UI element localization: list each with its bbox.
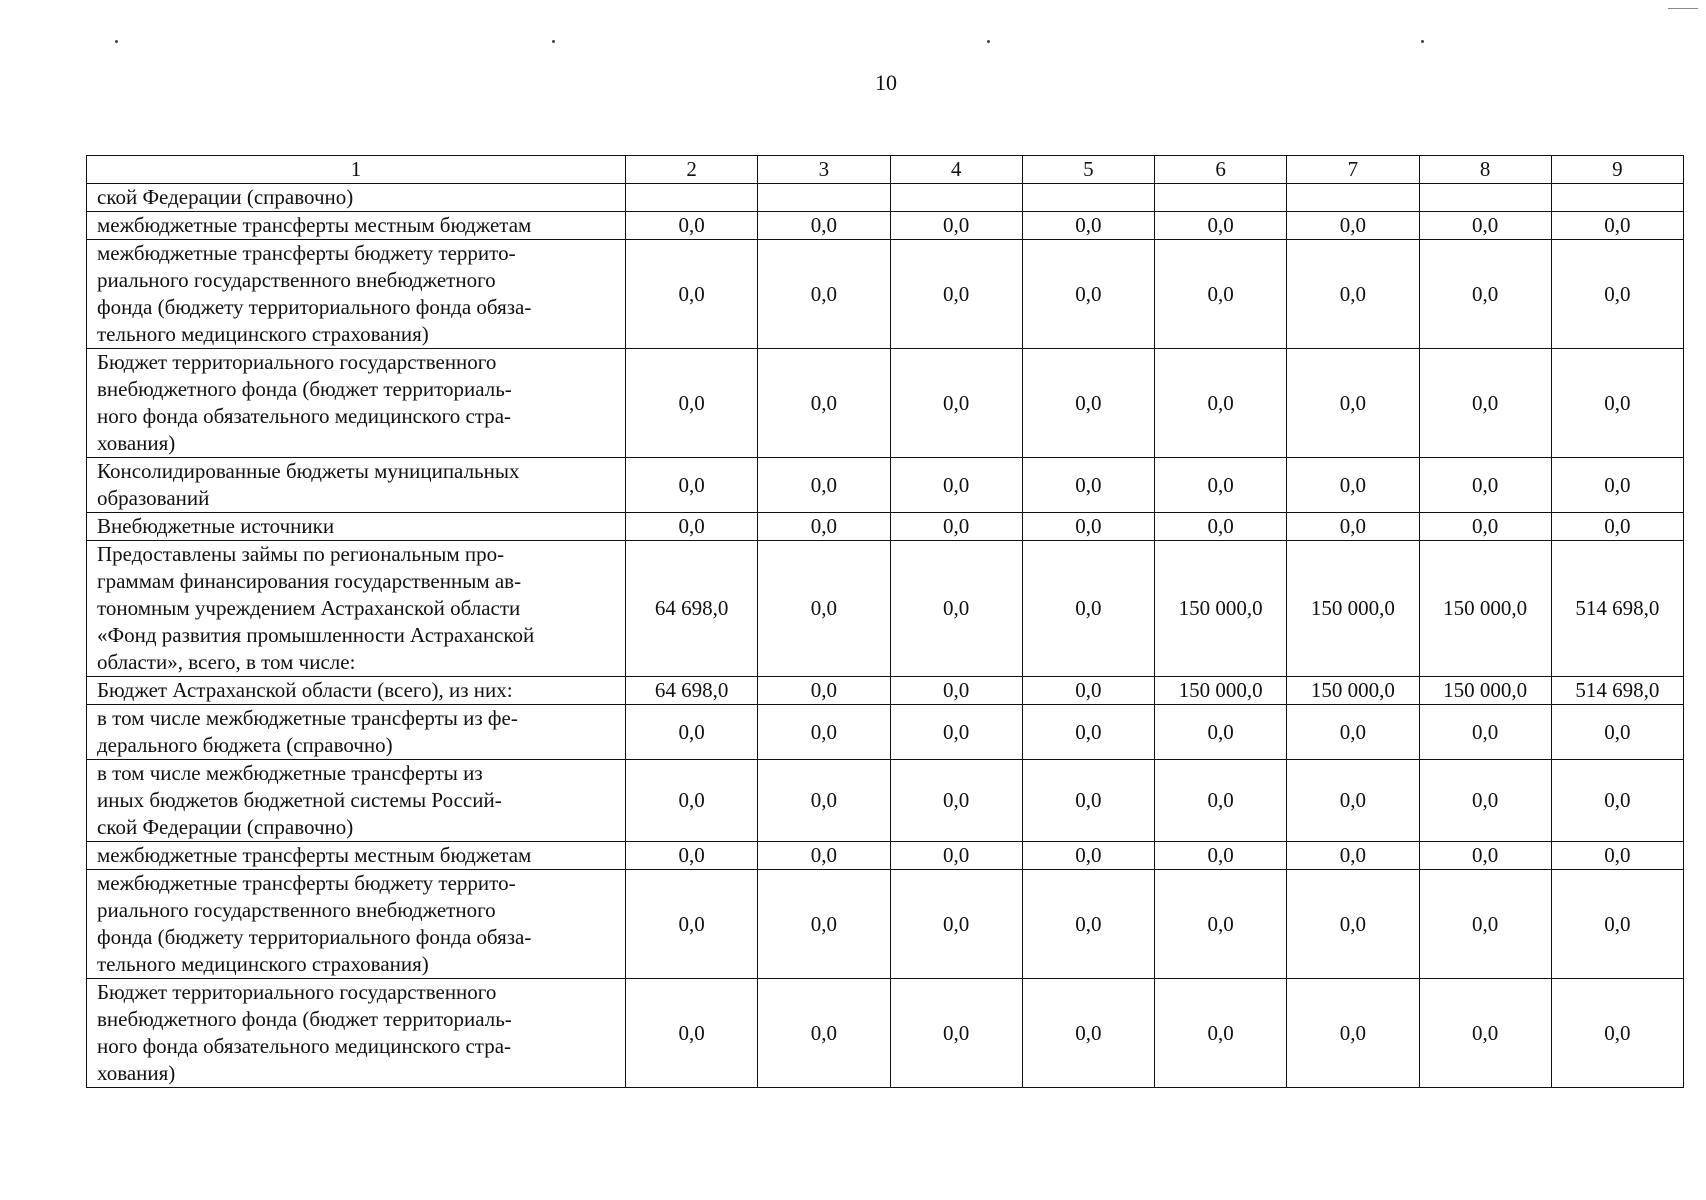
value-cell: 0,0 bbox=[1155, 240, 1287, 349]
scan-dot bbox=[987, 40, 990, 43]
value-cell: 0,0 bbox=[890, 705, 1022, 760]
value-cell: 0,0 bbox=[1419, 513, 1551, 541]
value-cell: 0,0 bbox=[758, 842, 890, 870]
value-cell bbox=[1419, 184, 1551, 212]
value-cell: 0,0 bbox=[626, 513, 758, 541]
value-cell: 0,0 bbox=[1551, 458, 1683, 513]
value-cell: 0,0 bbox=[1551, 842, 1683, 870]
value-cell: 0,0 bbox=[1155, 979, 1287, 1088]
value-cell: 0,0 bbox=[1551, 870, 1683, 979]
value-cell: 0,0 bbox=[1022, 240, 1154, 349]
value-cell: 0,0 bbox=[890, 458, 1022, 513]
column-header: 3 bbox=[758, 156, 890, 184]
value-cell: 150 000,0 bbox=[1155, 541, 1287, 677]
value-cell: 0,0 bbox=[890, 513, 1022, 541]
scan-dot bbox=[552, 40, 555, 43]
value-cell: 0,0 bbox=[626, 842, 758, 870]
value-cell: 150 000,0 bbox=[1287, 541, 1419, 677]
value-cell: 0,0 bbox=[1551, 705, 1683, 760]
value-cell: 0,0 bbox=[1155, 212, 1287, 240]
value-cell: 0,0 bbox=[1419, 842, 1551, 870]
value-cell: 0,0 bbox=[1287, 240, 1419, 349]
value-cell: 0,0 bbox=[890, 240, 1022, 349]
value-cell: 150 000,0 bbox=[1287, 677, 1419, 705]
value-cell: 0,0 bbox=[1551, 513, 1683, 541]
value-cell: 0,0 bbox=[1022, 842, 1154, 870]
row-label: Бюджет территориального государственного внебюджетного фонда (бюджет территориаль- ного фонда обязательного медицинского стра- хования) bbox=[87, 349, 626, 458]
value-cell: 0,0 bbox=[758, 979, 890, 1088]
value-cell: 0,0 bbox=[1419, 760, 1551, 842]
value-cell: 514 698,0 bbox=[1551, 541, 1683, 677]
value-cell: 0,0 bbox=[890, 842, 1022, 870]
table-row bbox=[87, 760, 1684, 842]
value-cell: 0,0 bbox=[890, 760, 1022, 842]
value-cell: 0,0 bbox=[1155, 760, 1287, 842]
value-cell bbox=[1155, 184, 1287, 212]
value-cell: 0,0 bbox=[1419, 349, 1551, 458]
row-label: Внебюджетные источники bbox=[87, 513, 626, 541]
budget-table bbox=[86, 155, 1684, 1088]
value-cell: 0,0 bbox=[1287, 705, 1419, 760]
value-cell: 0,0 bbox=[1155, 458, 1287, 513]
column-header: 9 bbox=[1551, 156, 1683, 184]
value-cell: 0,0 bbox=[758, 870, 890, 979]
value-cell bbox=[1022, 184, 1154, 212]
value-cell: 0,0 bbox=[1155, 705, 1287, 760]
value-cell: 0,0 bbox=[1287, 513, 1419, 541]
value-cell: 0,0 bbox=[1022, 541, 1154, 677]
column-header: 2 bbox=[626, 156, 758, 184]
value-cell: 0,0 bbox=[1287, 842, 1419, 870]
table-row bbox=[87, 979, 1684, 1088]
row-label: межбюджетные трансферты местным бюджетам bbox=[87, 842, 626, 870]
row-label: Бюджет Астраханской области (всего), из них: bbox=[87, 677, 626, 705]
row-label: Предоставлены займы по региональным про- граммам финансирования государственным ав- тономным учреждением Астраханской области «Фонд развития промышленности Астраханской области», всего, в том числе: bbox=[87, 541, 626, 677]
value-cell bbox=[758, 184, 890, 212]
value-cell: 64 698,0 bbox=[626, 677, 758, 705]
value-cell: 0,0 bbox=[626, 240, 758, 349]
scan-dot bbox=[115, 40, 118, 43]
value-cell: 0,0 bbox=[626, 870, 758, 979]
value-cell: 0,0 bbox=[1022, 870, 1154, 979]
value-cell: 0,0 bbox=[1022, 349, 1154, 458]
value-cell: 0,0 bbox=[1022, 979, 1154, 1088]
row-label: Консолидированные бюджеты муниципальных образований bbox=[87, 458, 626, 513]
table-row bbox=[87, 705, 1684, 760]
table-row bbox=[87, 184, 1684, 212]
value-cell bbox=[626, 184, 758, 212]
value-cell bbox=[1287, 184, 1419, 212]
value-cell: 0,0 bbox=[1022, 212, 1154, 240]
value-cell: 0,0 bbox=[1419, 240, 1551, 349]
value-cell: 0,0 bbox=[1551, 760, 1683, 842]
value-cell: 0,0 bbox=[1287, 458, 1419, 513]
value-cell: 0,0 bbox=[626, 979, 758, 1088]
value-cell: 0,0 bbox=[1022, 458, 1154, 513]
row-label: в том числе межбюджетные трансферты из иных бюджетов бюджетной системы Россий- ской Федерации (справочно) bbox=[87, 760, 626, 842]
row-label: межбюджетные трансферты бюджету террито- риального государственного внебюджетного фонда (бюджету территориального фонда обяза- тельного медицинского страхования) bbox=[87, 240, 626, 349]
value-cell: 0,0 bbox=[1155, 513, 1287, 541]
value-cell: 514 698,0 bbox=[1551, 677, 1683, 705]
value-cell: 0,0 bbox=[1022, 677, 1154, 705]
value-cell: 0,0 bbox=[1155, 349, 1287, 458]
scan-dot bbox=[1421, 40, 1424, 43]
value-cell: 0,0 bbox=[1419, 212, 1551, 240]
column-header: 1 bbox=[87, 156, 626, 184]
value-cell: 0,0 bbox=[758, 760, 890, 842]
value-cell: 0,0 bbox=[626, 349, 758, 458]
value-cell: 0,0 bbox=[1022, 513, 1154, 541]
value-cell: 0,0 bbox=[1419, 458, 1551, 513]
value-cell: 0,0 bbox=[1287, 760, 1419, 842]
value-cell: 0,0 bbox=[1287, 870, 1419, 979]
value-cell: 0,0 bbox=[1022, 705, 1154, 760]
table-row bbox=[87, 870, 1684, 979]
scan-mark bbox=[1668, 8, 1698, 9]
value-cell: 0,0 bbox=[890, 979, 1022, 1088]
value-cell: 0,0 bbox=[1155, 870, 1287, 979]
value-cell: 150 000,0 bbox=[1419, 677, 1551, 705]
value-cell: 0,0 bbox=[890, 677, 1022, 705]
value-cell: 0,0 bbox=[1551, 349, 1683, 458]
table-row bbox=[87, 349, 1684, 458]
value-cell: 0,0 bbox=[626, 760, 758, 842]
table-row bbox=[87, 240, 1684, 349]
value-cell: 0,0 bbox=[890, 541, 1022, 677]
value-cell: 0,0 bbox=[890, 870, 1022, 979]
value-cell bbox=[1551, 184, 1683, 212]
table-row bbox=[87, 842, 1684, 870]
value-cell: 0,0 bbox=[1419, 705, 1551, 760]
value-cell: 0,0 bbox=[626, 212, 758, 240]
value-cell: 0,0 bbox=[1551, 212, 1683, 240]
value-cell: 0,0 bbox=[758, 240, 890, 349]
value-cell: 0,0 bbox=[758, 705, 890, 760]
value-cell: 64 698,0 bbox=[626, 541, 758, 677]
column-header: 5 bbox=[1022, 156, 1154, 184]
row-label: ской Федерации (справочно) bbox=[87, 184, 626, 212]
table-row bbox=[87, 513, 1684, 541]
value-cell: 150 000,0 bbox=[1155, 677, 1287, 705]
table-body bbox=[87, 184, 1684, 1088]
value-cell: 0,0 bbox=[758, 513, 890, 541]
value-cell: 0,0 bbox=[1022, 760, 1154, 842]
value-cell: 0,0 bbox=[758, 541, 890, 677]
value-cell: 0,0 bbox=[1419, 870, 1551, 979]
value-cell: 0,0 bbox=[890, 212, 1022, 240]
table-row bbox=[87, 212, 1684, 240]
column-header: 4 bbox=[890, 156, 1022, 184]
header-row bbox=[87, 156, 1684, 184]
column-header: 8 bbox=[1419, 156, 1551, 184]
value-cell: 150 000,0 bbox=[1419, 541, 1551, 677]
value-cell: 0,0 bbox=[626, 458, 758, 513]
page-number: 10 bbox=[875, 70, 897, 95]
value-cell bbox=[890, 184, 1022, 212]
table-row bbox=[87, 677, 1684, 705]
value-cell: 0,0 bbox=[1551, 979, 1683, 1088]
value-cell: 0,0 bbox=[1287, 212, 1419, 240]
value-cell: 0,0 bbox=[1155, 842, 1287, 870]
value-cell: 0,0 bbox=[1419, 979, 1551, 1088]
column-header: 6 bbox=[1155, 156, 1287, 184]
table-row bbox=[87, 541, 1684, 677]
value-cell: 0,0 bbox=[890, 349, 1022, 458]
row-label: межбюджетные трансферты местным бюджетам bbox=[87, 212, 626, 240]
value-cell: 0,0 bbox=[758, 212, 890, 240]
row-label: Бюджет территориального государственного внебюджетного фонда (бюджет территориаль- ного фонда обязательного медицинского стра- хования) bbox=[87, 979, 626, 1088]
value-cell: 0,0 bbox=[626, 705, 758, 760]
row-label: в том числе межбюджетные трансферты из фе- дерального бюджета (справочно) bbox=[87, 705, 626, 760]
column-header: 7 bbox=[1287, 156, 1419, 184]
value-cell: 0,0 bbox=[758, 458, 890, 513]
value-cell: 0,0 bbox=[1551, 240, 1683, 349]
table-row bbox=[87, 458, 1684, 513]
value-cell: 0,0 bbox=[758, 677, 890, 705]
value-cell: 0,0 bbox=[1287, 349, 1419, 458]
row-label: межбюджетные трансферты бюджету террито- риального государственного внебюджетного фонда (бюджету территориального фонда обяза- тельного медицинского страхования) bbox=[87, 870, 626, 979]
value-cell: 0,0 bbox=[758, 349, 890, 458]
value-cell: 0,0 bbox=[1287, 979, 1419, 1088]
